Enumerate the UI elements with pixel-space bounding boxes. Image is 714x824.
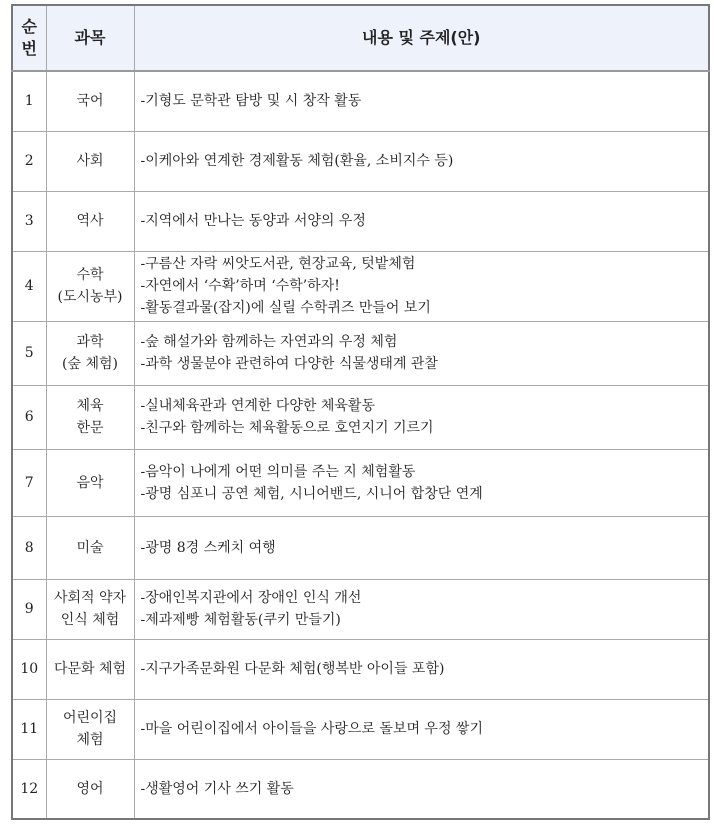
row-subject xyxy=(46,71,134,131)
activity-table xyxy=(11,4,710,820)
table-row xyxy=(12,516,709,579)
table-row xyxy=(12,639,709,699)
table-row xyxy=(12,191,709,251)
row-number: 10 xyxy=(12,639,46,699)
subject-line: (도시농부) xyxy=(57,289,123,305)
row-number: 6 xyxy=(12,385,46,449)
content-line: -실내체육관과 연계한 다양한 체육활동 xyxy=(140,398,375,414)
row-content xyxy=(134,516,709,579)
header-subject: 과목 xyxy=(46,5,134,71)
subject-line: 인식 체험 xyxy=(60,612,120,628)
subject-line: 사회적 약자 xyxy=(53,590,127,606)
table-row xyxy=(12,385,709,449)
row-subject xyxy=(46,759,134,819)
subject-line: 음악 xyxy=(76,474,104,491)
row-number: 7 xyxy=(12,449,46,516)
content-line: -광명 8경 스케치 여행 xyxy=(140,539,276,556)
row-subject xyxy=(46,699,134,759)
content-line: -활동결과물(잡지)에 실릴 수학퀴즈 만들어 보기 xyxy=(140,300,431,316)
content-line: -기형도 문학관 탐방 및 시 창작 활동 xyxy=(140,93,362,110)
row-content xyxy=(134,321,709,385)
table-row xyxy=(12,579,709,639)
table-row xyxy=(12,759,709,819)
row-content xyxy=(134,639,709,699)
row-number: 2 xyxy=(12,131,46,191)
subject-line: 수학 xyxy=(76,267,104,283)
content-line: -지구가족문화원 다문화 체험(행복반 아이들 포함) xyxy=(140,661,445,677)
row-content xyxy=(134,191,709,251)
row-number: 11 xyxy=(12,699,46,759)
row-content xyxy=(134,71,709,131)
row-content xyxy=(134,759,709,819)
subject-line: 국어 xyxy=(76,93,104,110)
content-line: -구름산 자락 씨앗도서관, 현장교육, 텃밭체험 xyxy=(140,256,416,272)
content-line: -이케아와 연계한 경제활동 체험(환율, 소비지수 등) xyxy=(140,153,454,169)
table-row xyxy=(12,321,709,385)
row-content xyxy=(134,579,709,639)
row-number: 3 xyxy=(12,191,46,251)
row-content xyxy=(134,449,709,516)
subject-line: 체육 xyxy=(76,398,104,414)
header-no-line: 번 xyxy=(21,39,37,58)
subject-line: 과학 xyxy=(76,334,104,350)
row-content xyxy=(134,385,709,449)
row-subject xyxy=(46,251,134,321)
content-line: -지역에서 만나는 동양과 서양의 우정 xyxy=(140,213,366,229)
subject-line: 체험 xyxy=(76,732,104,748)
content-line: -마을 어린이집에서 아이들을 사랑으로 돌보며 우정 쌓기 xyxy=(140,721,483,737)
row-number: 12 xyxy=(12,759,46,819)
row-content xyxy=(134,699,709,759)
row-subject xyxy=(46,131,134,191)
header-row xyxy=(12,5,709,71)
row-number: 4 xyxy=(12,251,46,321)
row-subject xyxy=(46,321,134,385)
row-number: 5 xyxy=(12,321,46,385)
subject-line: 역사 xyxy=(76,213,104,229)
subject-line: 어린이집 xyxy=(62,710,118,726)
row-subject xyxy=(46,579,134,639)
content-line: -제과제빵 체험활동(쿠키 만들기) xyxy=(140,612,341,628)
subject-line: 한문 xyxy=(76,420,104,436)
row-number: 1 xyxy=(12,71,46,131)
subject-line: 영어 xyxy=(76,780,104,797)
content-line: -광명 심포니 공연 체험, 시니어밴드, 시니어 합창단 연계 xyxy=(140,485,483,502)
header-no xyxy=(12,5,46,71)
content-line: -자연에서 ‘수확’하며 ‘수학’하자! xyxy=(140,278,340,294)
row-number: 9 xyxy=(12,579,46,639)
content-line: -숲 해설가와 함께하는 자연과의 우정 체험 xyxy=(140,334,398,350)
row-content xyxy=(134,251,709,321)
table-row xyxy=(12,71,709,131)
table-row xyxy=(12,699,709,759)
header-no-line: 순 xyxy=(21,17,37,36)
row-subject xyxy=(46,191,134,251)
content-line: -친구와 함께하는 체육활동으로 호연지기 기르기 xyxy=(140,420,434,436)
row-subject xyxy=(46,449,134,516)
table-row xyxy=(12,449,709,516)
row-number: 8 xyxy=(12,516,46,579)
content-line: -장애인복지관에서 장애인 인식 개선 xyxy=(140,590,362,606)
row-subject xyxy=(46,639,134,699)
table-row xyxy=(12,251,709,321)
row-content xyxy=(134,131,709,191)
row-subject xyxy=(46,385,134,449)
table-row xyxy=(12,131,709,191)
header-content: 내용 및 주제(안) xyxy=(134,5,709,71)
subject-line: (숲 체험) xyxy=(62,356,118,372)
row-subject xyxy=(46,516,134,579)
content-line: -과학 생물분야 관련하여 다양한 식물생태계 관찰 xyxy=(140,356,438,372)
subject-line: 사회 xyxy=(76,153,104,169)
content-line: -음악이 나에게 어떤 의미를 주는 지 체험활동 xyxy=(140,463,416,480)
subject-line: 다문화 체험 xyxy=(53,661,127,677)
subject-line: 미술 xyxy=(76,539,104,556)
content-line: -생활영어 기사 쓰기 활동 xyxy=(140,780,294,797)
